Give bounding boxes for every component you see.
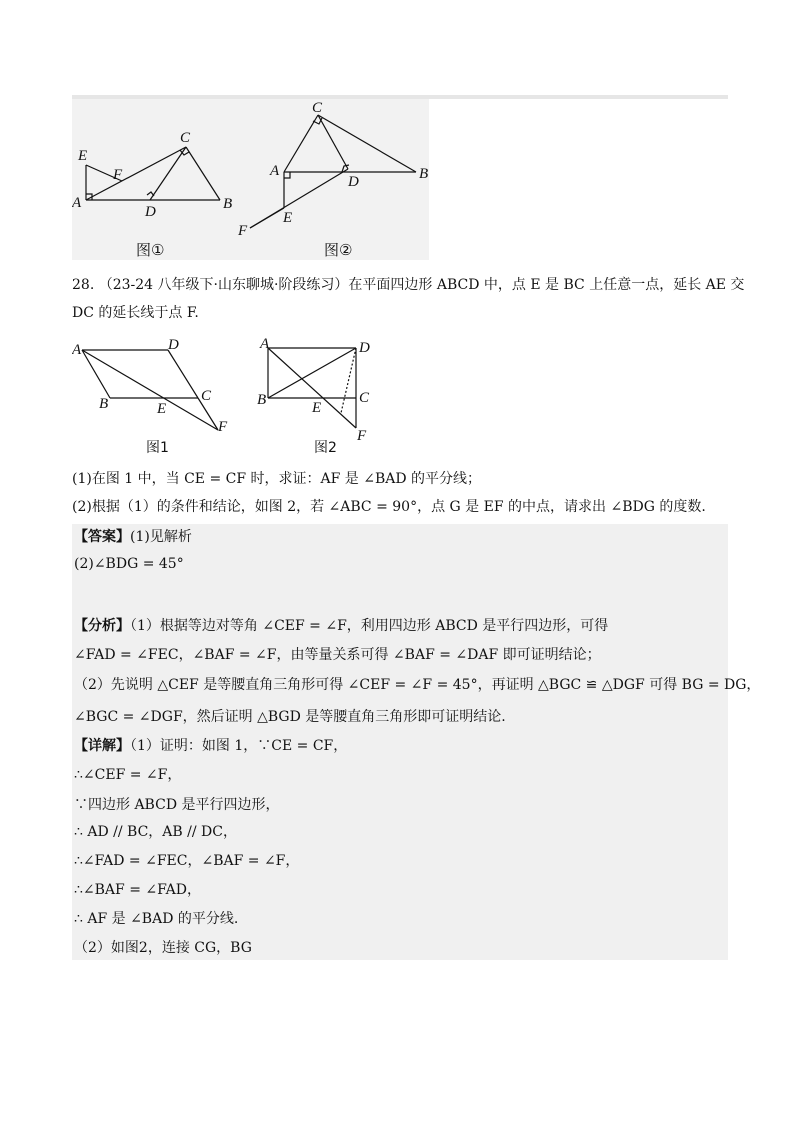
analysis-line-2: ∠FAD = ∠FEC，∠BAF = ∠F，由等量关系可得 ∠BAF = ∠DAF 即可证明结论； (74, 647, 601, 663)
problem-figures-svg (72, 332, 392, 460)
detail-line-1 (74, 736, 347, 756)
pfig2-point-b: B (257, 392, 267, 408)
pfig2-point-f: F (357, 428, 367, 444)
problem-figure-2 (268, 348, 356, 428)
fig2-point-d: D (348, 174, 359, 190)
pfig1-point-a: A (72, 342, 82, 358)
analysis-label: 【分析】 (74, 618, 130, 634)
analysis-line-4: ∠BGC = ∠DGF，然后证明 △BGD 是等腰直角三角形即可证明结论. (74, 709, 506, 725)
pfig1-point-c: C (201, 388, 212, 404)
answer-label: 【答案】 (74, 529, 130, 545)
fig2-point-e: E (283, 210, 293, 226)
detail-line-3: ∵四边形 ABCD 是平行四边形， (74, 797, 280, 813)
fig2-point-a: A (270, 163, 280, 179)
detail-line-4: ∴ AD // BC，AB // DC， (74, 824, 237, 840)
pfig1-point-f: F (218, 419, 228, 435)
fig1-caption: 图① (136, 241, 165, 259)
fig1-point-a: A (72, 195, 82, 211)
fig2-point-c: C (312, 100, 323, 116)
pfig1-point-d: D (168, 337, 179, 353)
pfig2-point-d: D (359, 340, 370, 356)
analysis-line-1 (74, 616, 608, 636)
answer-line-1 (74, 527, 192, 547)
problem-figures (72, 332, 392, 460)
detail-label: 【详解】 (74, 738, 130, 754)
analysis-text-1: （1）根据等边对等角 ∠CEF = ∠F，利用四边形 ABCD 是平行四边形，可得 (130, 618, 609, 634)
fig1-point-d: D (145, 204, 156, 220)
fig2-point-b: B (419, 166, 429, 182)
detail-line-8: （2）如图2，连接 CG，BG (74, 940, 252, 956)
figures-svg (72, 99, 429, 260)
question-part-1: (1)在图 1 中，当 CE = CF 时，求证：AF 是 ∠BAD 的平分线； (72, 471, 482, 487)
pfig1-point-e: E (157, 401, 167, 417)
fig1-point-e: E (78, 148, 88, 164)
fig2-point-f: F (238, 223, 248, 239)
question-part-2: (2)根据（1）的条件和结论，如图 2，若 ∠ABC = 90°，点 G 是 EF 的中点，请求出 ∠BDG 的度数. (72, 499, 706, 515)
analysis-line-3: （2）先说明 △CEF 是等腰直角三角形可得 ∠CEF = ∠F = 45°，再证明 △BGC ≌ △DGF 可得 BG = DG， (74, 677, 761, 693)
pfig1-caption: 图1 (146, 440, 169, 456)
answer-part-1: (1)见解析 (130, 529, 192, 545)
question-line-1: 28. （23-24 八年级下·山东聊城·阶段练习）在平面四边形 ABCD 中，点 E 是 BC 上任意一点，延长 AE 交 (72, 277, 745, 293)
fig2-caption: 图② (324, 241, 353, 259)
pfig2-caption: 图2 (314, 440, 337, 456)
figure-1 (86, 147, 220, 200)
fig1-point-f: F (113, 167, 123, 183)
question-line-2: DC 的延长线于点 F. (72, 305, 199, 321)
detail-text-1: （1）证明：如图 1，∵CE = CF， (130, 738, 348, 754)
answer-part-2: (2)∠BDG = 45° (74, 556, 184, 572)
detail-line-6: ∴∠BAF = ∠FAD， (74, 882, 201, 898)
pfig1-point-b: B (99, 396, 109, 412)
pfig2-point-e: E (312, 400, 322, 416)
pfig2-point-a: A (260, 336, 270, 352)
fig1-point-c: C (180, 130, 191, 146)
problem-figure-1 (82, 350, 218, 430)
previous-problem-figures (72, 99, 429, 260)
detail-line-7: ∴ AF 是 ∠BAD 的平分线. (74, 911, 239, 927)
detail-line-5: ∴∠FAD = ∠FEC，∠BAF = ∠F， (74, 853, 300, 869)
detail-line-2: ∴∠CEF = ∠F， (74, 767, 182, 783)
pfig2-point-c: C (359, 390, 370, 406)
fig1-point-b: B (223, 196, 233, 212)
